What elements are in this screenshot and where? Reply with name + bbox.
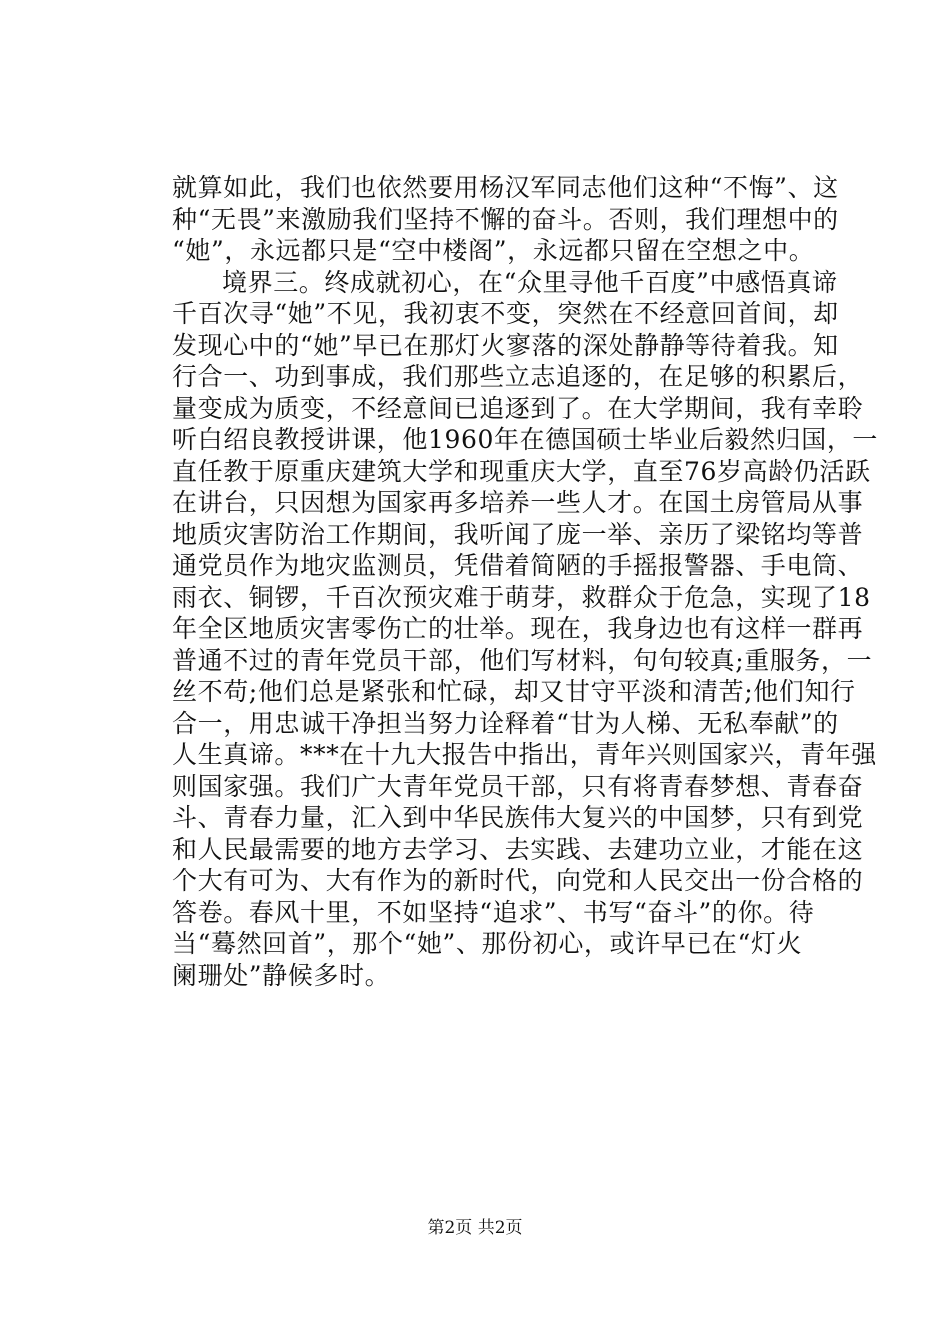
body-line: 直任教于原重庆建筑大学和现重庆大学，直至76岁高龄仍活跃 bbox=[172, 456, 871, 486]
body-line: 答卷。春风十里，不如坚持“追求”、书写“奋斗”的你。待 bbox=[172, 897, 815, 927]
body-line: 地质灾害防治工作期间，我听闻了庞一举、亲历了梁铭均等普 bbox=[172, 519, 864, 549]
body-line: 雨衣、铜锣，千百次预灾难于萌芽，救群众于危急，实现了18 bbox=[172, 582, 871, 612]
body-line: 在讲台，只因想为国家再多培养一些人才。在国土房管局从事 bbox=[172, 488, 864, 517]
page-footer bbox=[0, 1213, 950, 1238]
body-line: 当“蓦然回首”，那个“她”、那份初心，或许早已在“灯火 bbox=[172, 929, 803, 958]
body-line: 发现心中的“她”早已在那灯火寥落的深处静静等待着我。知 bbox=[172, 330, 839, 360]
page-number-label: 第2页 共2页 bbox=[427, 1218, 523, 1238]
body-line: 通党员作为地灾监测员，凭借着简陋的手摇报警器、手电筒、 bbox=[172, 551, 864, 580]
body-line: 个大有可为、大有作为的新时代，向党和人民交出一份合格的 bbox=[172, 866, 864, 895]
body-line: 听白绍良教授讲课，他1960年在德国硕士毕业后毅然归国，一 bbox=[172, 425, 879, 454]
body-line: “她”，永远都只是“空中楼阁”，永远都只留在空想之中。 bbox=[172, 236, 815, 265]
body-line: 则国家强。我们广大青年党员干部，只有将青春梦想、青春奋 bbox=[172, 771, 864, 801]
body-line: 千百次寻“她”不见，我初衷不变，突然在不经意回首间，却 bbox=[172, 299, 839, 328]
body-line: 和人民最需要的地方去学习、去实践、去建功立业，才能在这 bbox=[172, 834, 864, 864]
body-line: 合一，用忠诚干净担当努力诠释着“甘为人梯、无私奉献”的 bbox=[172, 708, 839, 738]
body-line: 就算如此，我们也依然要用杨汉军同志他们这种“不悔”、这 bbox=[172, 173, 839, 202]
document-body bbox=[172, 172, 879, 991]
body-line: 普通不过的青年党员干部，他们写材料，句句较真;重服务，一 bbox=[172, 645, 873, 675]
body-line: 人生真谛。***在十九大报告中指出，青年兴则国家兴，青年强 bbox=[172, 740, 877, 769]
body-line: 种“无畏”来激励我们坚持不懈的奋斗。否则，我们理想中的 bbox=[172, 204, 839, 234]
body-line: 年全区地质灾害零伤亡的壮举。现在，我身边也有这样一群再 bbox=[172, 614, 864, 643]
body-line: 量变成为质变，不经意间已追逐到了。在大学期间，我有幸聆 bbox=[172, 393, 864, 423]
body-line: 阑珊处”静候多时。 bbox=[172, 960, 391, 990]
section-heading-line: 境界三。终成就初心，在“众里寻他千百度”中感悟真谛 bbox=[222, 267, 838, 297]
body-line: 行合一、功到事成，我们那些立志追逐的，在足够的积累后， bbox=[172, 362, 864, 391]
body-line: 丝不苟;他们总是紧张和忙碌，却又甘守平淡和清苦;他们知行 bbox=[172, 677, 856, 706]
body-line: 斗、青春力量，汇入到中华民族伟大复兴的中国梦，只有到党 bbox=[172, 803, 864, 832]
